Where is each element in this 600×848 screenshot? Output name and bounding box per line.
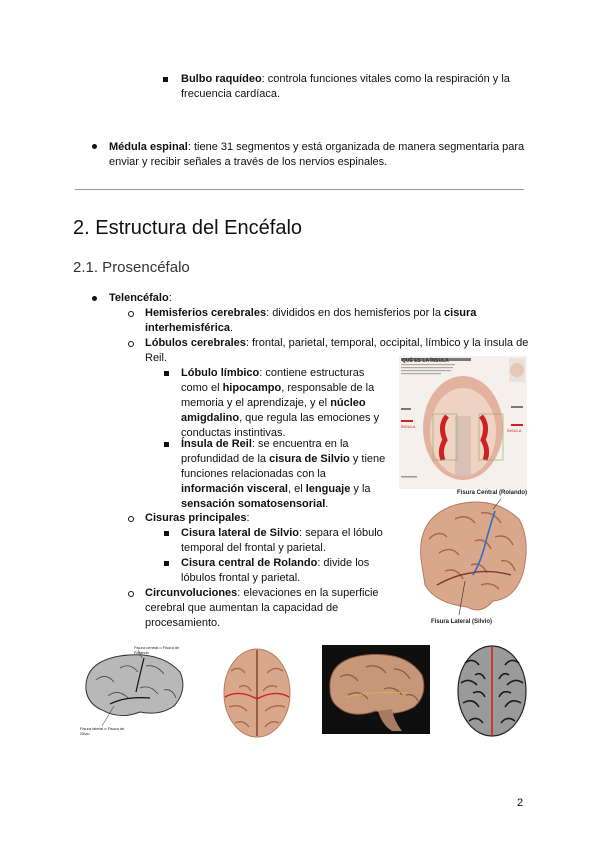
limbico-t1: : contiene estructuras como el (181, 367, 365, 394)
insula-item (181, 437, 391, 512)
silvio-item (181, 526, 403, 556)
circle-bullet-icon (128, 341, 134, 347)
circunvoluciones-item (145, 586, 385, 631)
gray-brain-label-bottom: Fisura lateral o Fisura de Silvio (80, 726, 125, 736)
insula-t4: y la (350, 483, 371, 495)
bulbo-item (181, 72, 521, 102)
gray-superior-brain-illustration (455, 643, 529, 738)
circunvoluciones-text: : elevaciones en la superficie cerebral que aumentan la capacidad de procesamiento. (145, 587, 379, 629)
silvio-figure-label: Fisura Lateral (Silvio) (431, 619, 493, 625)
rolando-figure-label: Fisura Central (Rolando) (457, 490, 528, 496)
limbico-b1: hipocampo (222, 382, 282, 394)
limbico-item (181, 366, 389, 441)
bulbo-text: : controla funciones vitales como la respiración y la frecuencia cardíaca. (181, 73, 510, 100)
rolando-text: : divide los lóbulos frontal y parietal. (181, 557, 370, 584)
insula-illustration (399, 356, 527, 489)
dark-brain-illustration (322, 645, 430, 734)
bulbo-term: Bulbo raquídeo (181, 73, 262, 85)
insula-figure (399, 356, 527, 489)
square-bullet-icon (164, 371, 169, 376)
limbico-term: Lóbulo límbico (181, 367, 260, 379)
medula-term: Médula espinal (109, 141, 188, 153)
lobulos-text: : frontal, parietal, temporal, occipital, límbico y la ínsula de Reil. (145, 337, 529, 364)
insula-label-right: ÍNSULA (507, 428, 522, 433)
insula-t1: : se encuentra en la profundidad de la (181, 438, 349, 465)
cisuras-colon: : (246, 512, 250, 524)
square-bullet-icon (163, 77, 168, 82)
square-bullet-icon (164, 442, 169, 447)
lobulos-term: Lóbulos cerebrales (145, 337, 246, 349)
gray-brain-label-top: Fisura central o Fisura de Rolando (134, 645, 180, 655)
cisuras-term: Cisuras principales (145, 512, 247, 524)
dark-brain-figure (322, 645, 430, 734)
circle-bullet-icon (128, 591, 134, 597)
insula-t2: y tiene funciones relacionadas con la (181, 453, 386, 480)
gray-superior-brain-figure (455, 643, 529, 738)
silvio-term: Cisura lateral de Silvio (181, 527, 299, 539)
section-title: 2. Estructura del Encéfalo (73, 217, 303, 239)
insula-term: Ínsula de Reil (181, 438, 252, 450)
horizontal-rule (75, 189, 524, 190)
page-number: 2 (517, 797, 524, 809)
fissures-figure (415, 489, 528, 631)
limbico-t3: , que regula las emociones y conductas instintivas. (181, 412, 380, 439)
insula-header: QUÉ ES LA ÍNSULA (402, 358, 449, 364)
disc-bullet-icon (92, 296, 97, 301)
circle-bullet-icon (128, 516, 134, 522)
gray-brain-illustration (80, 644, 205, 739)
square-bullet-icon (164, 561, 169, 566)
insula-t3: , el (288, 483, 306, 495)
subsection-title: 2.1. Prosencéfalo (73, 259, 190, 276)
brain-lateral-illustration (415, 489, 528, 631)
insula-b4: sensación somatosensorial (181, 498, 326, 510)
hemisferios-text1: : divididos en dos hemisferios por la (266, 307, 445, 319)
insula-b3: lenguaje (305, 483, 351, 495)
hemisferios-term: Hemisferios cerebrales (145, 307, 267, 319)
square-bullet-icon (164, 531, 169, 536)
rolando-item (181, 556, 403, 586)
silvio-text: : separa el lóbulo temporal del frontal y parietal. (181, 527, 383, 554)
insula-label-left: ÍNSULA (401, 424, 416, 429)
circunvoluciones-term: Circunvoluciones (145, 587, 238, 599)
telencefalo-term: Telencéfalo (109, 292, 169, 304)
gray-brain-figure (80, 644, 205, 739)
telencefalo-item (109, 291, 172, 306)
hemisferios-item (145, 306, 530, 336)
medula-item (109, 140, 529, 170)
limbico-t2: , responsable de la memoria y el aprendizaje, y el (181, 382, 375, 409)
telencefalo-colon: : (168, 292, 172, 304)
insula-b1: cisura de Silvio (269, 453, 350, 465)
limbico-b2: núcleo amigdalino (181, 397, 366, 424)
circle-bullet-icon (128, 311, 134, 317)
insula-t5: . (325, 498, 329, 510)
hemisferios-text2: . (229, 322, 234, 334)
medula-text: : tiene 31 segmentos y está organizada de manera segmentaria para enviar y recibir señales a través de los nervios espinales. (109, 141, 525, 168)
rolando-term: Cisura central de Rolando (181, 557, 318, 569)
disc-bullet-icon (92, 144, 97, 149)
hemisferios-term2: cisura interhemisférica (145, 307, 477, 334)
superior-brain-figure (221, 647, 293, 739)
cisuras-item (145, 511, 250, 526)
superior-brain-illustration (221, 647, 293, 739)
insula-b2: información visceral (181, 483, 288, 495)
